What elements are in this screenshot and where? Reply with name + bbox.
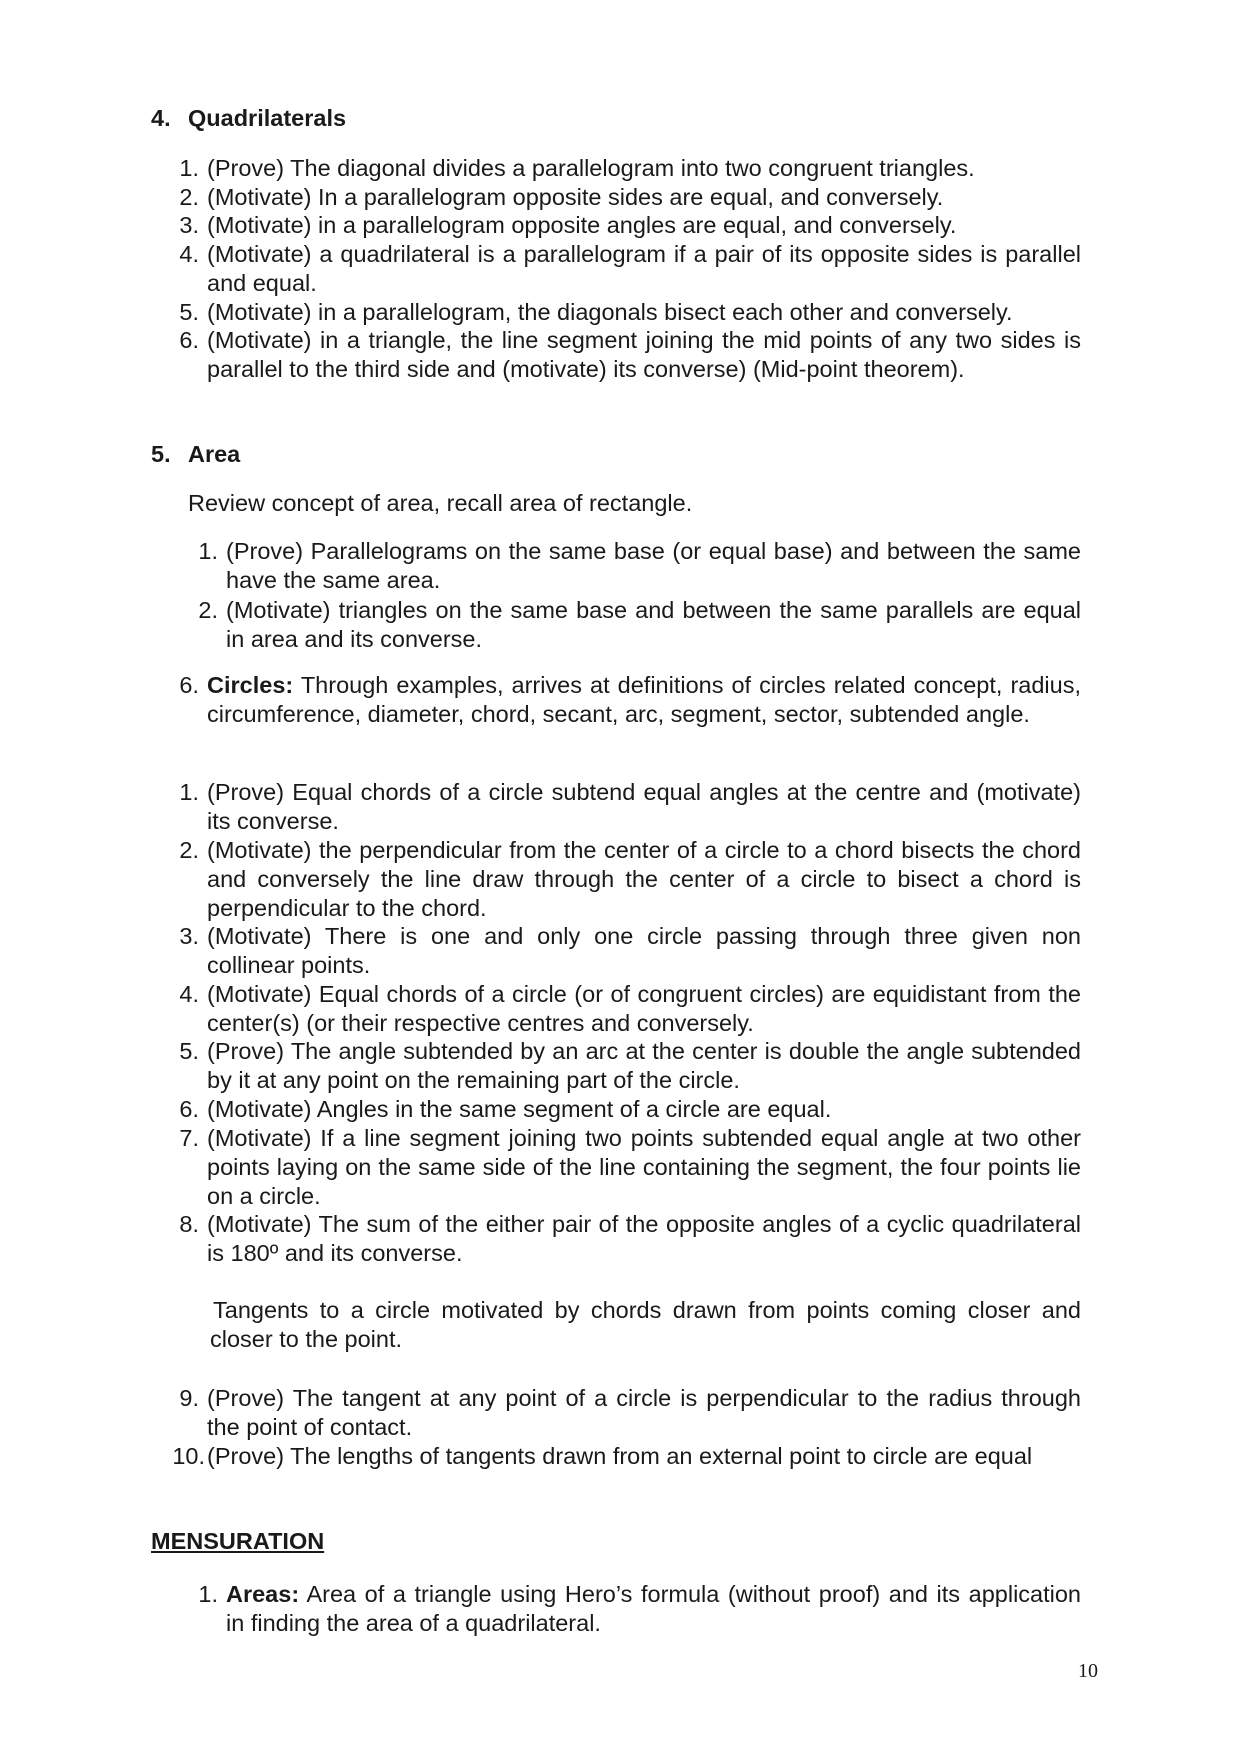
item-number: 2.: [179, 184, 199, 210]
list-item: [151, 1210, 1081, 1268]
item-text: Area of a triangle using Hero’s formula (without proof) and its application in finding the area of a quadrilateral.: [226, 1581, 1081, 1636]
item-text: (Motivate) Angles in the same segment of a circle are equal.: [207, 1096, 832, 1122]
mensuration-heading: MENSURATION: [151, 1528, 325, 1554]
item-text: (Motivate) in a parallelogram, the diagonals bisect each other and conversely.: [207, 299, 1013, 325]
item-number: 6.: [179, 327, 199, 353]
item-number: 1.: [198, 538, 218, 564]
item-text: (Prove) The angle subtended by an arc at the center is double the angle subtended by it at any point on the remaining part of the circle.: [207, 1038, 1081, 1093]
item-text: (Motivate) in a parallelogram opposite angles are equal, and conversely.: [207, 212, 957, 238]
section-title: Area: [188, 441, 241, 467]
item-number: 1.: [179, 779, 199, 805]
item-number: 4.: [179, 981, 199, 1007]
item-text: (Motivate) Equal chords of a circle (or of congruent circles) are equidistant from the center(s) (or their respective centres and conversely.: [207, 981, 1081, 1036]
item-text: (Motivate) The sum of the either pair of the opposite angles of a cyclic quadrilateral is 180º and its converse.: [207, 1211, 1081, 1266]
item-number: 4.: [179, 241, 199, 267]
item-text: (Motivate) triangles on the same base and between the same parallels are equal in area and its converse.: [226, 597, 1081, 652]
section-title: Quadrilaterals: [188, 105, 347, 131]
item-number: 10.: [172, 1443, 205, 1469]
item-text: (Motivate) the perpendicular from the center of a circle to a chord bisects the chord and conversely the line draw through the center of a circle to bisect a chord is perpendicular to the chord.: [207, 837, 1081, 921]
page-number: 10: [1078, 1660, 1098, 1682]
item-number: 3.: [179, 923, 199, 949]
list-item: [151, 1037, 1081, 1095]
item-number: 7.: [179, 1125, 199, 1151]
item-text: (Prove) The lengths of tangents drawn from an external point to circle are equal: [207, 1443, 1033, 1469]
item-number: 6.: [179, 1096, 199, 1122]
list-item: [151, 1095, 1081, 1124]
item-number: 2.: [198, 597, 218, 623]
circles-lead: Circles:: [207, 672, 294, 698]
circles-text: Through examples, arrives at definitions of circles related concept, radius, circumference, diameter, chord, secant, arc, segment, sector, subtended angle.: [207, 672, 1081, 727]
tangent-note: Tangents to a circle motivated by chords drawn from points coming closer and closer to the point.: [210, 1297, 1081, 1352]
item-number: 6.: [179, 672, 199, 698]
list-item: [151, 922, 1081, 980]
section-heading-area: [151, 440, 551, 470]
item-number: 1.: [198, 1581, 218, 1607]
item-text: (Prove) Equal chords of a circle subtend equal angles at the centre and (motivate) its converse.: [207, 779, 1081, 834]
item-number: 5.: [179, 1038, 199, 1064]
item-number: 5.: [179, 299, 199, 325]
item-number: 1.: [179, 155, 199, 181]
list-item: [151, 1442, 1081, 1471]
list-item: [151, 183, 1081, 212]
circles-definition: [151, 671, 1081, 729]
item-text: (Motivate) If a line segment joining two points subtended equal angle at two other points laying on the same side of the line containing the segment, the four points lie on a circle.: [207, 1125, 1081, 1209]
area-intro: Review concept of area, recall area of rectangle.: [188, 490, 693, 516]
list-item: [151, 211, 1081, 240]
item-number: 9.: [179, 1385, 199, 1411]
areas-lead: Areas:: [226, 1581, 300, 1607]
list-item: [151, 326, 1081, 384]
item-text: (Motivate) in a triangle, the line segment joining the mid points of any two sides is parallel to the third side and (motivate) its converse) (Mid-point theorem).: [207, 327, 1081, 382]
list-item: [151, 980, 1081, 1038]
item-number: 8.: [179, 1211, 199, 1237]
list-item: [151, 298, 1081, 327]
item-text: (Motivate) There is one and only one circle passing through three given non collinear points.: [207, 923, 1081, 978]
item-text: (Motivate) a quadrilateral is a parallelogram if a pair of its opposite sides is parallel and equal.: [207, 241, 1081, 296]
list-item: [151, 836, 1081, 922]
item-text: (Motivate) In a parallelogram opposite sides are equal, and conversely.: [207, 184, 944, 210]
list-item: [170, 537, 1081, 595]
list-item: [151, 240, 1081, 298]
list-item: [151, 154, 1081, 183]
section-heading-quadrilaterals: [151, 104, 551, 134]
item-number: 3.: [179, 212, 199, 238]
list-item: [170, 596, 1081, 654]
list-item: [151, 778, 1081, 836]
section-number: 5.: [151, 441, 171, 467]
section-number: 4.: [151, 105, 171, 131]
item-text: (Prove) Parallelograms on the same base (or equal base) and between the same have the same area.: [226, 538, 1081, 593]
list-item: [170, 1580, 1081, 1638]
list-item: [151, 1384, 1081, 1442]
item-text: (Prove) The tangent at any point of a circle is perpendicular to the radius through the point of contact.: [207, 1385, 1081, 1440]
list-item: [151, 1124, 1081, 1210]
item-text: (Prove) The diagonal divides a parallelogram into two congruent triangles.: [207, 155, 975, 181]
item-number: 2.: [179, 837, 199, 863]
